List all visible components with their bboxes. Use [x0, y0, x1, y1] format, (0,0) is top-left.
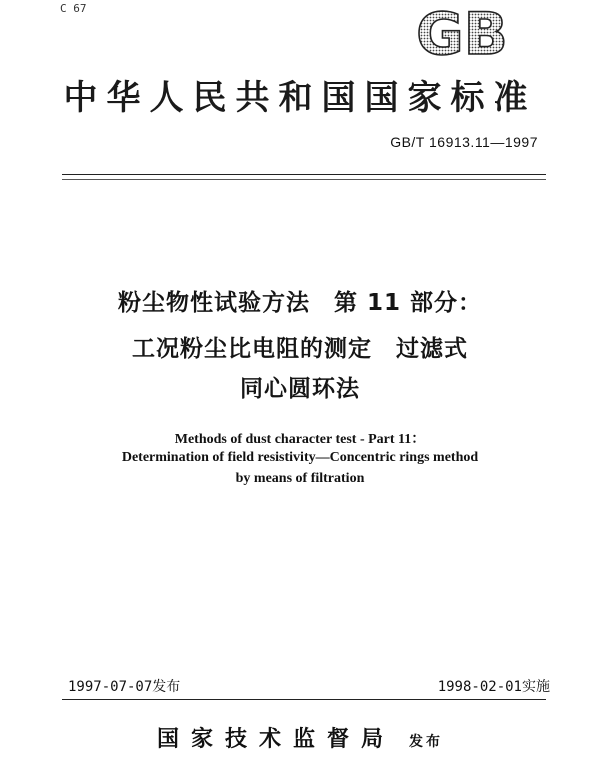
standard-number: GB/T 16913.11—1997: [390, 134, 538, 150]
english-title-line-2: Determination of field resistivity—Concentric rings method: [121, 450, 479, 465]
issuer-line: [0, 722, 600, 753]
classification-code: C 67: [60, 2, 87, 15]
chinese-title-line-2: 工况粉尘比电阻的测定 过滤式: [132, 336, 468, 362]
issuer-action: 发布: [409, 734, 443, 750]
gb-logo: [408, 4, 516, 62]
chinese-title-line-3: 同心圆环法: [240, 376, 360, 402]
footer-divider: [62, 699, 546, 700]
english-title-line-3: by means of filtration: [235, 471, 365, 486]
gb-logo-text: GB: [416, 4, 508, 62]
header-divider-secondary: [62, 179, 546, 180]
header-divider: [62, 174, 546, 175]
issuer-name: 国家技术监督局: [156, 727, 395, 752]
standard-title: 中华人民共和国国家标准: [63, 78, 537, 118]
chinese-title-line-1: 粉尘物性试验方法 第 11 部分：: [117, 290, 483, 316]
english-title-line-1: Methods of dust character test - Part 11：: [174, 432, 426, 447]
implementation-date: 1998-02-01实施: [437, 679, 550, 695]
issue-date: 1997-07-07发布: [68, 679, 181, 695]
